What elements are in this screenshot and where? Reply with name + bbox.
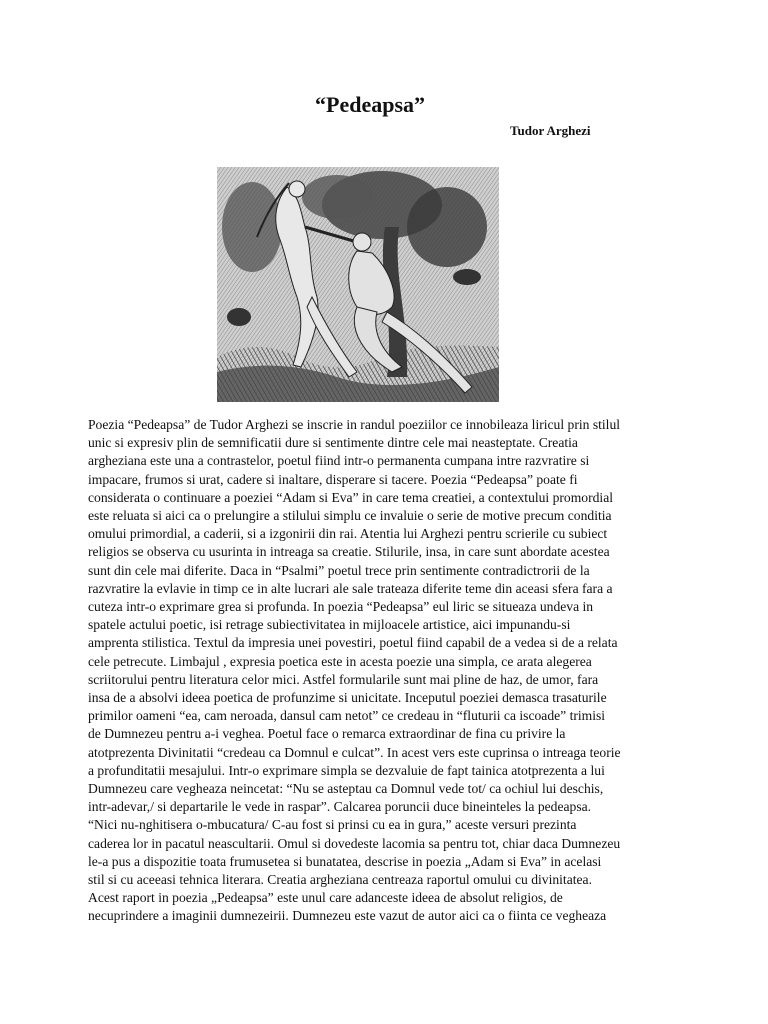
text-line: cele petrecute. Limbajul , expresia poetica este in acesta poezie una simpla, ce arata alegerea (88, 653, 592, 669)
text-line: caderea lor in pacatul neascultarii. Omul si dovedeste lacomia sa pentru tot, chiar daca Dumnezeu (88, 835, 621, 851)
text-line: impacare, frumos si urat, cadere si inaltare, disperare si tacere. Poezia “Pedeapsa” poate fi (88, 471, 578, 487)
text-line: stil si cu aceeasi tehnica literara. Creatia argheziana centreaza raportul omului cu divinitatea. (88, 872, 592, 888)
text-line: amprenta stilistica. Textul da impresia unei povestiri, poetul fiind capabil de a vedea si de a relata (88, 635, 618, 651)
adam-eve-engraving-icon (217, 167, 499, 402)
author-name: Tudor Arghezi (510, 123, 591, 138)
text-line: intr-adevar,/ si departarile le vede in raspar”. Calcarea poruncii duce bineinteles la pedeapsa. (88, 799, 592, 815)
text-line: a profunditatii mesajului. Intr-o exprimare simpla se dezvaluie de fapt tainica atotprezenta a lui (88, 762, 605, 778)
text-line: sunt din cele mai diferite. Daca in “Psalmi” poetul trece prin sentimente contradictrorii de la (88, 562, 590, 578)
text-line: razvratire la evlavie in timp ce in alte lucrari ale sale trateaza diferite teme din aceasi sfera fara a (88, 580, 613, 596)
text-line: argheziana este una a contrastelor, poetul fiind intr-o permanenta cumpana intre razvratire si (88, 453, 590, 469)
text-line: Dumnezeu care vegheaza neincetat: “Nu se asteptau ca Domnul vede tot/ ca ochiul lui deschis, (88, 781, 604, 797)
text-line: spatele actului poetic, isi retrage subiectivitatea in mijloacele artistice, aici impunandu-si (88, 617, 571, 633)
text-line: atotprezenta Divinitatii “credeau ca Domnul e culcat”. In acest vers este cuprinsa o intreaga teorie (88, 744, 621, 760)
body-paragraph (88, 416, 708, 926)
text-line: insa de a absolvi ideea poetica de profunzime si unicitate. Inceputul poeziei demasca trasaturile (88, 690, 607, 706)
text-line: le-a pus a dispozitie toata frumusetea si bunatatea, descrise in poezia „Adam si Eva” in acelasi (88, 853, 602, 869)
text-line: Acest raport in poezia „Pedeapsa” este unul care adanceste ideea de absolut religios, de (88, 890, 563, 906)
text-line: omului primordial, a caderii, si a izgonirii din rai. Atentia lui Arghezi pentru scrierile cu subiect (88, 526, 608, 542)
illustration-image (217, 167, 499, 402)
text-line: este reluata si aici ca o prelungire a stilului simplu ce invaluie o serie de motive precum conditia (88, 508, 612, 524)
document-title: “Pedeapsa” (315, 92, 425, 117)
text-line: de Dumnezeu pentru a-i veghea. Poetul face o remarca extraordinar de fina cu privire la (88, 726, 566, 742)
text-line: considerata o continuare a poeziei “Adam si Eva” in care tema creatiei, a contextului promordial (88, 489, 614, 505)
text-line: Poezia “Pedeapsa” de Tudor Arghezi se inscrie in randul poeziilor ce innobileaza liricul prin stilul (88, 417, 621, 432)
text-line: necuprindere a imaginii dumnezeirii. Dumnezeu este vazut de autor aici ca o fiinta ce vegheaza (88, 908, 607, 924)
text-line: religios se observa cu usurinta in intreaga sa creatie. Stilurile, insa, in care sunt abordate acestea (88, 544, 610, 560)
text-line: “Nici nu-nghitisera o-mbucatura/ C-au fost si prinsi cu ea in gura,” aceste versuri prezinta (88, 817, 577, 833)
text-line: unic si expresiv plin de semnificatii dure si sentimente dintre cele mai neasteptate. Creatia (88, 435, 578, 451)
text-line: primilor oameni “ea, cam neroada, dansul cam netot” ce credeau in “fluturii ca iscoade” trimisi (88, 708, 606, 724)
text-line: cuteza intr-o exprimare grea si profunda. In poezia “Pedeapsa” eul liric se situeaza undeva in (88, 599, 594, 615)
text-line: scriitorului pentru literatura celor mici. Astfel formularile sunt mai pline de haz, de umor, fara (88, 671, 599, 687)
